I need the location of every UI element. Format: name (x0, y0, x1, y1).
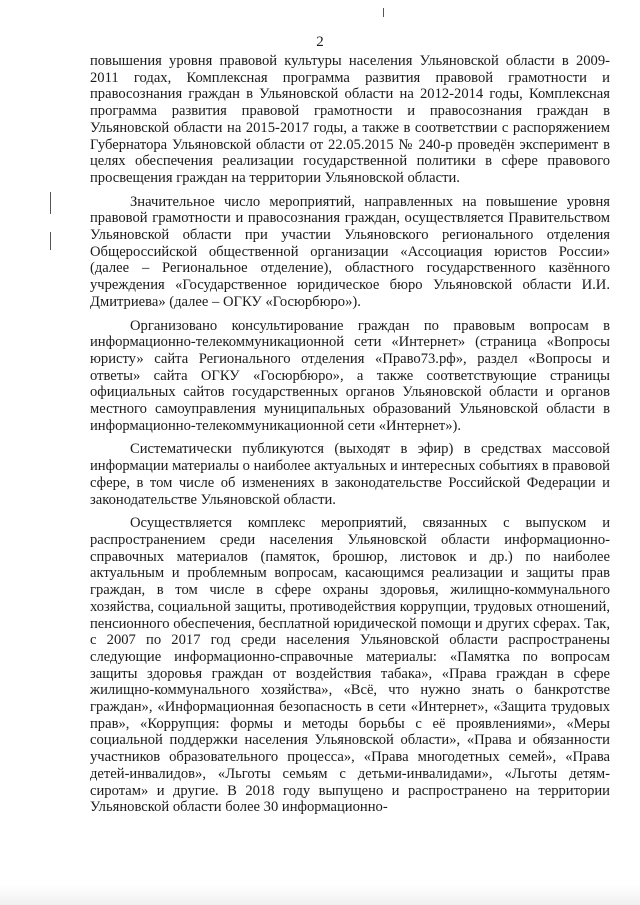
paragraph-2: Значительное число мероприятий, направленных на повышение уровня правовой грамотности и правосознания граждан, осуществляется Правительством Ульяновской области при участии Ульяновского регионального отделения Общероссийской общественной организации «Ассоциация юристов России» (далее – Региональное отделение), областного государственного казённого учреждения «Государственное юридическое бюро Ульяновской области И.И. Дмитриева» (далее – ОГКУ «Госюрбюро»). (90, 193, 610, 310)
paragraph-3: Организовано консультирование граждан по правовым вопросам в информационно-телекоммуникационной сети «Интернет» (страница «Вопросы юристу» сайта Регионального отделения «Право73.рф», раздел «Вопросы и ответы» сайта ОГКУ «Госюрбюро», а также соответствующие страницы официальных сайтов государственных органов Ульяновской области и органов местного самоуправления муниципальных образований Ульяновской области в информационно-телекоммуникационной сети «Интернет»). (90, 317, 610, 434)
scan-mark-top (383, 8, 384, 17)
scan-bottom-edge (0, 885, 640, 905)
paragraph-1: повышения уровня правовой культуры населения Ульяновской области в 2009-2011 годах, Комплексная программа развития правовой грамотности и правосознания граждан в Ульяновской области на 2012-2014 годы, Комплексная программа развития правовой грамотности и правосознания граждан в Ульяновской области на 2015-2017 годы, а также в соответствии с распоряжением Губернатора Ульяновской области от 22.05.2015 № 240-р проведён эксперимент в целях обеспечения реализации государственной политики в сфере правового просвещения граждан на территории Ульяновской области. (90, 53, 610, 186)
page-number: 2 (316, 34, 324, 50)
document-body (90, 53, 610, 823)
scan-mark-left-2 (50, 232, 51, 250)
scan-mark-left (50, 192, 51, 214)
paragraph-4: Систематически публикуются (выходят в эфир) в средствах массовой информации материалы о наиболее актуальных и интересных событиях в правовой сфере, в том числе об изменениях в законодательстве Российской Федерации и законодательстве Ульяновской области. (90, 441, 610, 508)
paragraph-5: Осуществляется комплекс мероприятий, связанных с выпуском и распространением среди населения Ульяновской области информационно-справочных материалов (памяток, брошюр, листовок и др.) по наиболее актуальным и проблемным вопросам, касающимся реализации и защиты прав граждан, в том числе в сфере охраны здоровья, жилищно-коммунального хозяйства, социальной защиты, противодействия коррупции, трудовых отношений, пенсионного обеспечения, бесплатной юридической помощи и других сферах. Так, с 2007 по 2017 год среди населения Ульяновской области распространены следующие информационно-справочные материалы: «Памятка по вопросам защиты здоровья граждан от воздействия табака», «Права граждан в сфере жилищно-коммунального хозяйства», «Всё, что нужно знать о банкротстве граждан», «Информационная безопасность в сети «Интернет», «Защита трудовых прав», «Коррупция: формы и методы борьбы с её проявлениями», «Меры социальной поддержки населения Ульяновской области», «Права и обязанности участников образовательного процесса», «Права многодетных семей», «Права детей-инвалидов», «Льготы семьям с детьми-инвалидами», «Льготы детям-сиротам» и другие. В 2018 году выпущено и распространено на территории Ульяновской области более 30 информационно- (90, 515, 610, 816)
